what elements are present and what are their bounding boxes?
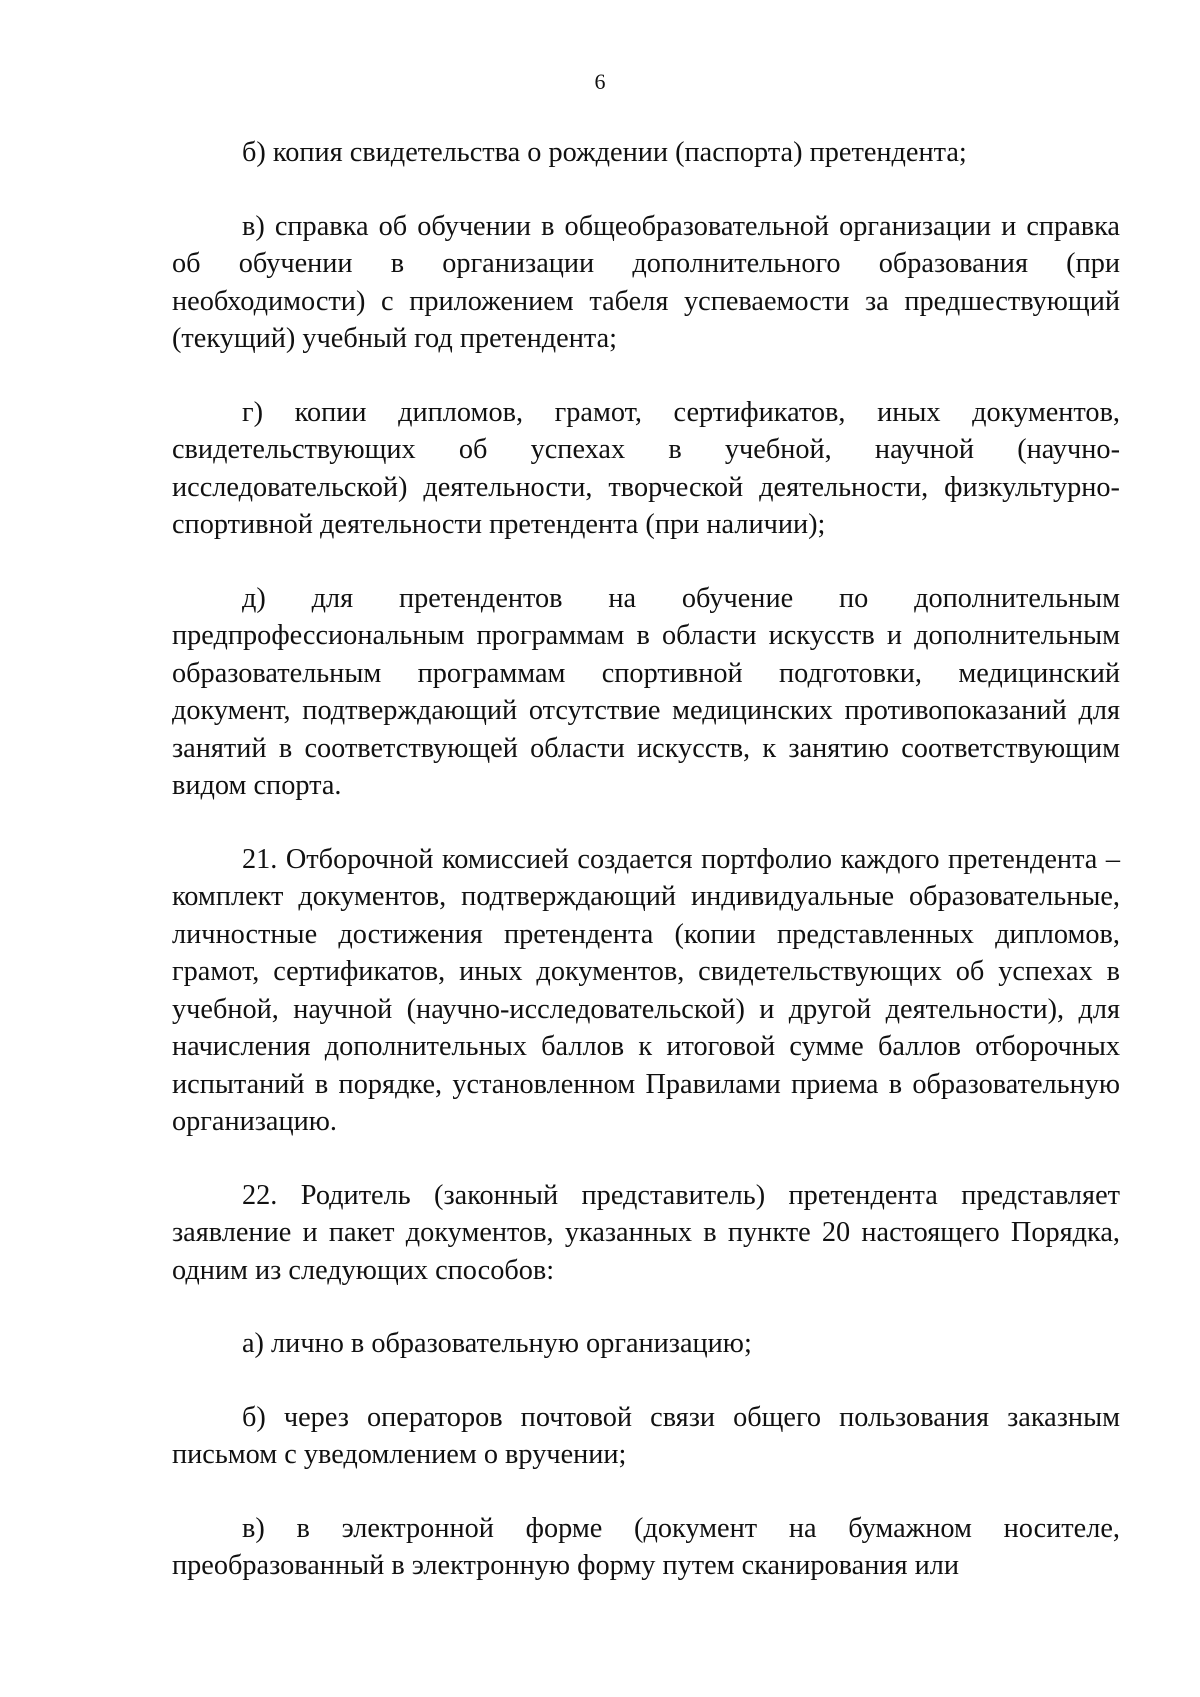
- paragraph-v-electronic: в) в электронной форме (документ на бумажном носителе, преобразованный в электронную форму путем сканирования или: [172, 1512, 1120, 1581]
- paragraph-v-study-certificate: в) справка об обучении в общеобразовательной организации и справка об обучении в организации дополнительного образования (при необходимости) с приложением табеля успеваемости за предшествующий (текущий) учебный год претендента;: [172, 210, 1120, 354]
- paragraph-b-postal: б) через операторов почтовой связи общего пользования заказным письмом с уведомлением о вручении;: [172, 1401, 1120, 1470]
- page-number: 6: [594, 69, 606, 94]
- paragraph-21-portfolio: 21. Отборочной комиссией создается портфолио каждого претендента – комплект документов, подтверждающий индивидуальные образовательные, личностные достижения претендента (копии представленных дипломов, грамот, сертификатов, иных документов, свидетельствующих об успехах в учебной, научной (научно-исследовательской) и другой деятельности), для начисления дополнительных баллов к итоговой сумме баллов отборочных испытаний в порядке, установленном Правилами приема в образовательную организацию.: [172, 843, 1120, 1137]
- paragraph-d-medical-document: д) для претендентов на обучение по дополнительным предпрофессиональным программам в области искусств и дополнительным образовательным программам спортивной подготовки, медицинский документ, подтверждающий отсутствие медицинских противопоказаний для занятий в соответствующей области искусств, к занятию соответствующим видом спорта.: [172, 582, 1120, 801]
- paragraph-g-diplomas: г) копии дипломов, грамот, сертификатов, иных документов, свидетельствующих об успехах в учебной, научной (научно-исследовательской) деятельности, творческой деятельности, физкультурно-спортивной деятельности претендента (при наличии);: [172, 396, 1120, 540]
- paragraph-a-in-person: а) лично в образовательную организацию;: [242, 1328, 752, 1359]
- document-body: [172, 134, 1120, 1585]
- paragraph-b-birth-certificate: б) копия свидетельства о рождении (паспорта) претендента;: [242, 137, 967, 168]
- paragraph-22-submission: 22. Родитель (законный представитель) претендента представляет заявление и пакет документов, указанных в пункте 20 настоящего Порядка, одним из следующих способов:: [172, 1179, 1120, 1286]
